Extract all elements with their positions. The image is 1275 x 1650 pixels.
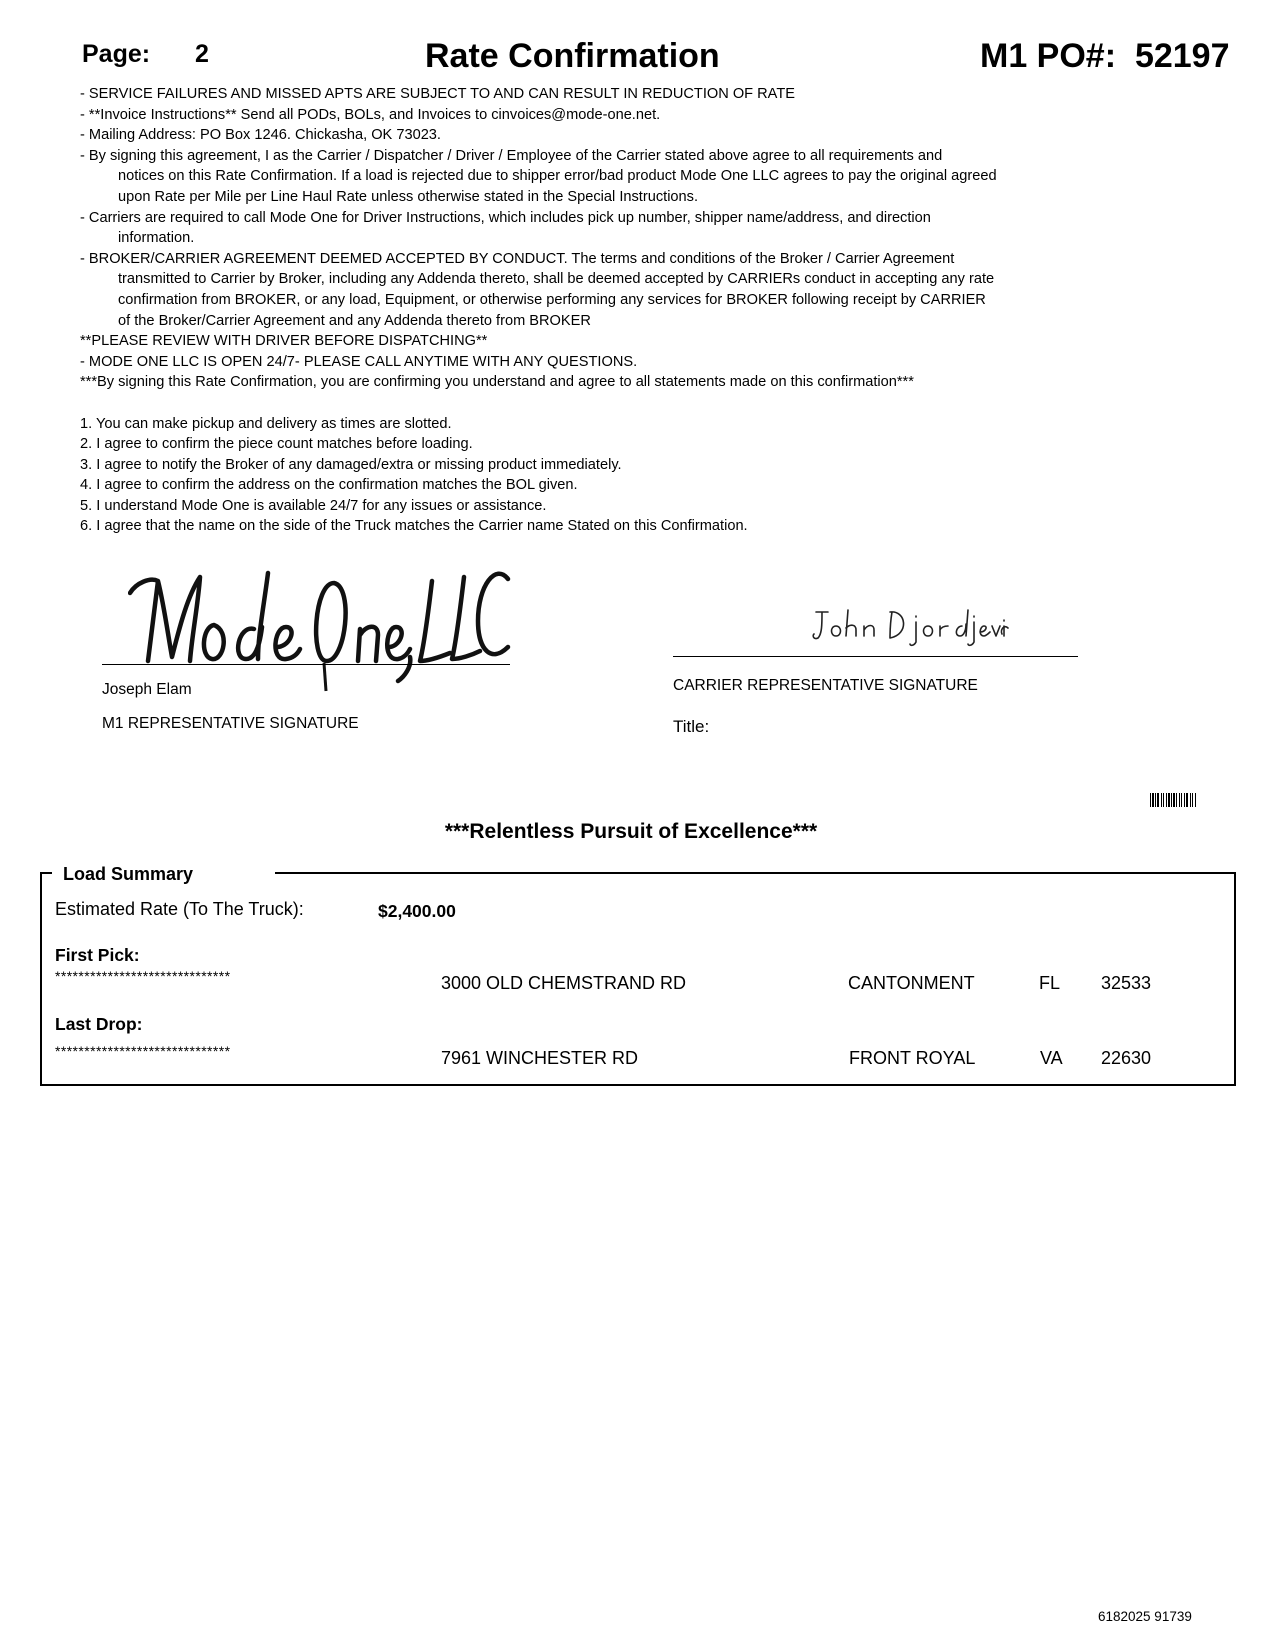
carrier-signature-image [810, 604, 1010, 648]
m1-signer-name: Joseph Elam [102, 681, 192, 698]
checklist-item: 3. I agree to notify the Broker of any damaged/extra or missing product immediately. [80, 456, 622, 473]
terms-section [80, 84, 1200, 537]
terms-line: notices on this Rate Confirmation. If a load is rejected due to shipper error/bad product Mode One LLC agrees to pay the original agreed [118, 168, 997, 185]
barcode [1150, 793, 1222, 807]
checklist-item: 4. I agree to confirm the address on the confirmation matches the BOL given. [80, 477, 578, 494]
terms-line: upon Rate per Mile per Line Haul Rate unless otherwise stated in the Special Instructions. [118, 188, 699, 205]
terms-line: information. [118, 230, 195, 247]
m1-signature-image [128, 565, 512, 697]
po-number-header [980, 37, 1230, 76]
checklist-item: 5. I understand Mode One is available 24/7 for any issues or assistance. [80, 497, 547, 514]
m1-signature-label: M1 REPRESENTATIVE SIGNATURE [102, 715, 359, 732]
po-number: 52197 [1134, 37, 1230, 75]
document-title: Rate Confirmation [425, 37, 720, 75]
load-summary-border-right [275, 872, 1234, 874]
last-drop-name: ****************************** [55, 1043, 231, 1059]
document-id: 6182025 91739 [1098, 1609, 1192, 1624]
terms-line: - Carriers are required to call Mode One for Driver Instructions, which includes pick up number, shipper name/address, and direction [80, 209, 931, 226]
terms-line: - MODE ONE LLC IS OPEN 24/7- PLEASE CALL ANYTIME WITH ANY QUESTIONS. [80, 353, 638, 370]
last-drop-state: VA [1040, 1048, 1063, 1068]
checklist-item: 1. You can make pickup and delivery as times are slotted. [80, 415, 452, 432]
terms-line: - BROKER/CARRIER AGREEMENT DEEMED ACCEPTED BY CONDUCT. The terms and conditions of the Broker / Carrier Agreement [80, 250, 955, 267]
terms-line: **PLEASE REVIEW WITH DRIVER BEFORE DISPATCHING** [80, 333, 488, 350]
terms-line: transmitted to Carrier by Broker, including any Addenda thereto, shall be deemed accepted by CARRIERs conduct in accepting any rate [118, 271, 995, 288]
page-label: Page: [82, 40, 151, 68]
first-pick-state: FL [1039, 973, 1061, 993]
carrier-title-label: Title: [673, 717, 710, 736]
carrier-signature-label: CARRIER REPRESENTATIVE SIGNATURE [673, 677, 978, 694]
slogan: ***Relentless Pursuit of Excellence*** [444, 820, 818, 843]
checklist-item: 2. I agree to confirm the piece count matches before loading. [80, 436, 473, 453]
terms-line: ***By signing this Rate Confirmation, you are confirming you understand and agree to all statements made on this confirmation*** [80, 374, 914, 391]
load-summary-border-left [40, 872, 52, 874]
first-pick-address: 3000 OLD CHEMSTRAND RD [441, 973, 687, 993]
po-label: M1 PO#: [980, 37, 1117, 75]
terms-line: - SERVICE FAILURES AND MISSED APTS ARE SUBJECT TO AND CAN RESULT IN REDUCTION OF RATE [80, 86, 795, 102]
m1-signature-line [102, 664, 510, 665]
first-pick-label: First Pick: [55, 945, 140, 965]
rate-value: $2,400.00 [378, 901, 456, 921]
last-drop-label: Last Drop: [55, 1014, 143, 1034]
last-drop-address: 7961 WINCHESTER RD [441, 1048, 639, 1068]
terms-line: confirmation from BROKER, or any load, Equipment, or otherwise performing any services for BROKER following receipt by CARRIER [118, 291, 986, 308]
first-pick-city: CANTONMENT [848, 973, 975, 993]
terms-line: - By signing this agreement, I as the Carrier / Dispatcher / Driver / Employee of the Carrier stated above agree to all requirements and [80, 147, 943, 164]
checklist-item: 6. I agree that the name on the side of the Truck matches the Carrier name Stated on this Confirmation. [80, 518, 748, 535]
rate-label: Estimated Rate (To The Truck): [55, 899, 304, 919]
last-drop-zip: 22630 [1101, 1048, 1152, 1068]
page-number: 2 [195, 40, 209, 68]
first-pick-name: ****************************** [55, 968, 231, 984]
last-drop-city: FRONT ROYAL [849, 1048, 976, 1068]
terms-line: of the Broker/Carrier Agreement and any Addenda thereto from BROKER [118, 312, 591, 329]
carrier-signature-line [673, 656, 1078, 657]
terms-line: - Mailing Address: PO Box 1246. Chickasha, OK 73023. [80, 127, 441, 144]
terms-line: - **Invoice Instructions** Send all PODs, BOLs, and Invoices to cinvoices@mode-one.net. [80, 106, 661, 123]
first-pick-zip: 32533 [1101, 973, 1152, 993]
load-summary-title: Load Summary [63, 864, 194, 884]
